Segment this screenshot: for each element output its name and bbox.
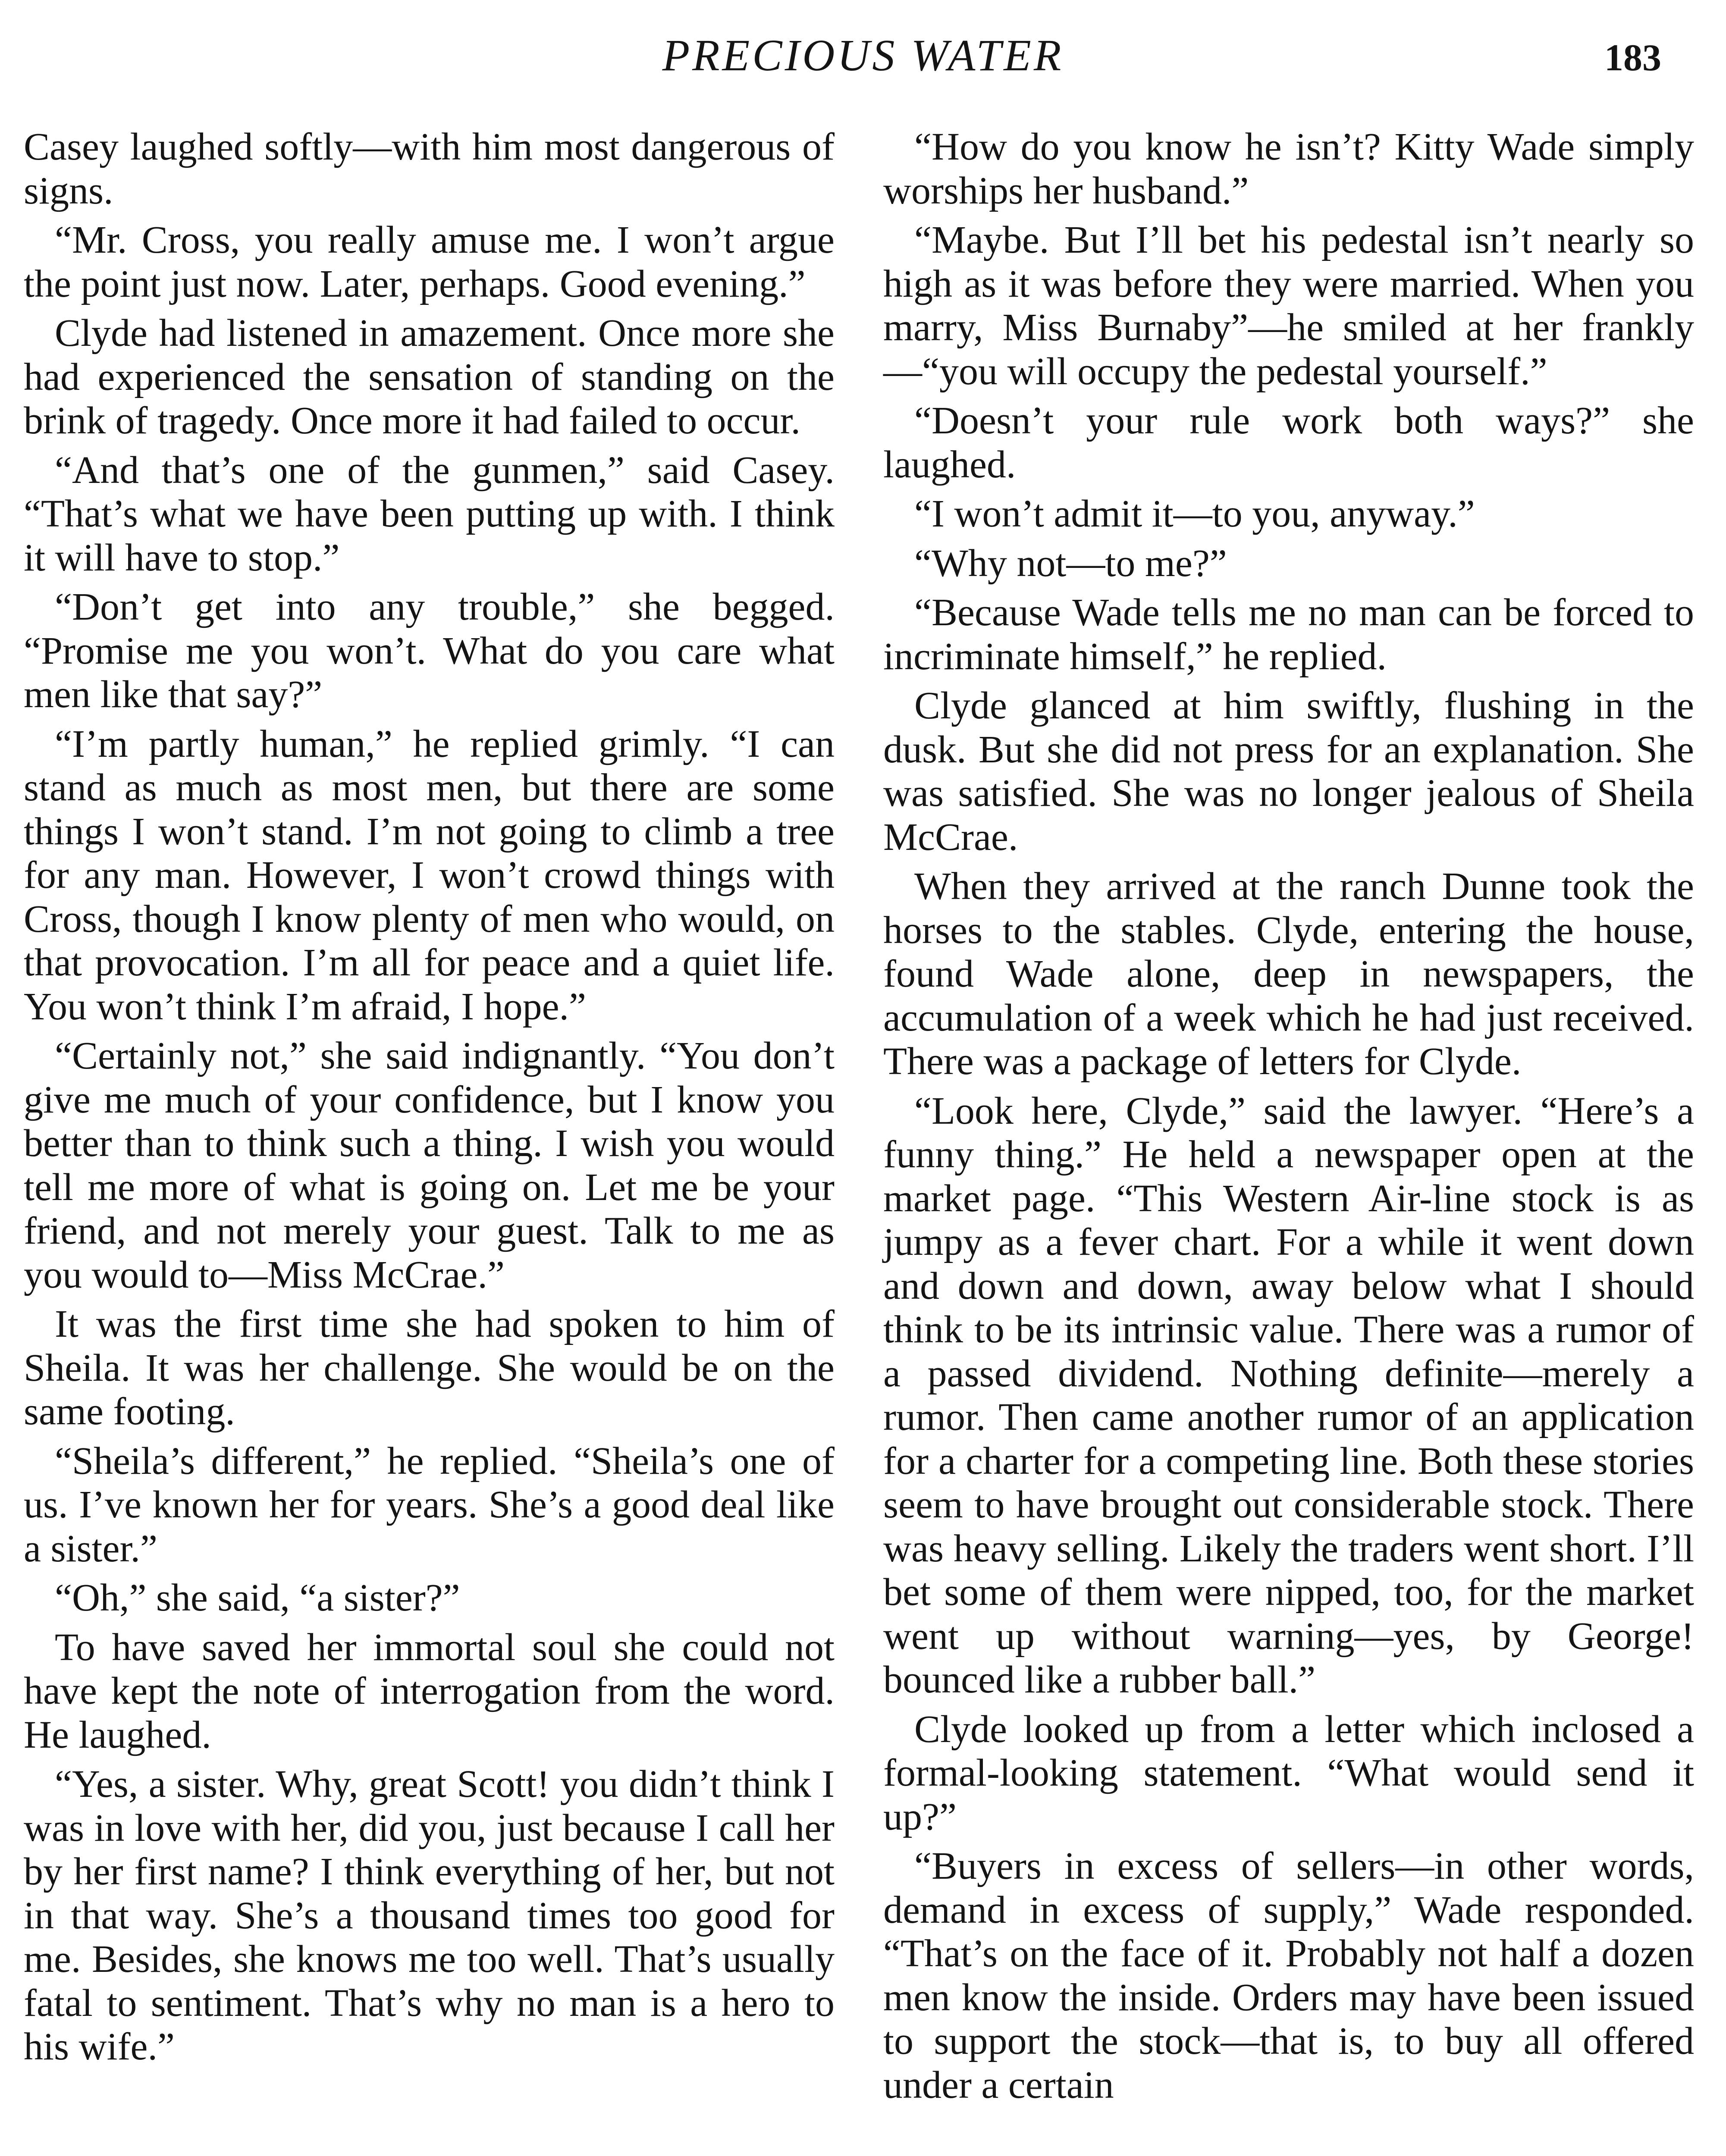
running-title: PRECIOUS WATER (662, 31, 1064, 80)
paragraph: “Mr. Cross, you really amuse me. I won’t argue the point just now. Later, perhaps. Good evening.” (24, 219, 835, 305)
page-number: 183 (1604, 37, 1661, 79)
paragraph: “I’m partly human,” he replied grimly. “I can stand as much as most men, but there are some things I won’t stand. I’m not going to climb a tree for any man. However, I won’t crowd things with Cross, though I know plenty of men who would, on that provocation. I’m all for peace and a quiet life. You won’t think I’m afraid, I hope.” (24, 722, 835, 1028)
paragraph: “Yes, a sister. Why, great Scott! you didn’t think I was in love with her, did you, just because I call her by her first name? I think everything of her, but not in that way. She’s a thousand times too good for me. Besides, she knows me too well. That’s usually fatal to sentiment. That’s why no man is a hero to his wife.” (24, 1763, 835, 2068)
paragraph: “Why not—to me?” (914, 542, 1227, 585)
paragraph: To have saved her immortal soul she could not have kept the note of interrogation from the word. He laughed. (24, 1626, 835, 1756)
paragraph: Clyde glanced at him swiftly, flushing in the dusk. But she did not press for an explanation. She was satisfied. She was no longer jealous of Sheila McCrae. (883, 684, 1694, 859)
paragraph: “Oh,” she said, “a sister?” (55, 1576, 460, 1619)
running-head (0, 28, 1726, 92)
paragraph: “Sheila’s different,” he replied. “Sheila’s one of us. I’ve known her for years. She’s a good deal like a sister.” (24, 1439, 835, 1570)
paragraph: “Because Wade tells me no man can be forced to incriminate himself,” he replied. (883, 591, 1694, 678)
paragraph: “Certainly not,” she said indignantly. “You don’t give me much of your confidence, but I know you better than to think such a thing. I wish you would tell me more of what is going on. Let me be your friend, and not merely your guest. Talk to me as you would to—Miss McCrae.” (24, 1034, 835, 1296)
paragraph: “Buyers in excess of sellers—in other words, demand in excess of supply,” Wade responded. “That’s on the face of it. Probably not half a dozen men know the inside. Orders may have been issued to support the stock—that is, to buy all offered under a certain (883, 1845, 1694, 2106)
paragraph: “Look here, Clyde,” said the lawyer. “Here’s a funny thing.” He held a newspaper open at the market page. “This Western Air-line stock is as jumpy as a fever chart. For a while it went down and down and down, away below what I should think to be its intrinsic value. There was a rumor of a passed dividend. Nothing definite—merely a rumor. Then came another rumor of an application for a charter for a competing line. Both these stories seem to have brought out considerable stock. There was heavy selling. Likely the traders went short. I’ll bet some of them were nipped, too, for the market went up without warning—yes, by George! bounced like a rubber ball.” (883, 1089, 1694, 1701)
left-column (24, 125, 835, 2075)
paragraph: It was the first time she had spoken to him of Sheila. It was her challenge. She would be on the same footing. (24, 1303, 835, 1433)
paragraph: “Doesn’t your rule work both ways?” she laughed. (883, 399, 1694, 486)
paragraph: Clyde had listened in amazement. Once more she had experienced the sensation of standing on the brink of tragedy. Once more it had failed to occur. (24, 312, 835, 442)
paragraph: “How do you know he isn’t? Kitty Wade simply worships her husband.” (883, 125, 1694, 212)
paragraph: When they arrived at the ranch Dunne took the horses to the stables. Clyde, entering the house, found Wade alone, deep in newspapers, the accumulation of a week which he had just received. There was a package of letters for Clyde. (883, 865, 1694, 1083)
paragraph: “I won’t admit it—to you, anyway.” (914, 492, 1475, 535)
paragraph: “Maybe. But I’ll bet his pedestal isn’t nearly so high as it was before they were married. When you marry, Miss Burnaby”—he smiled at her frankly—“you will occupy the pedestal yourself.” (883, 219, 1694, 393)
paragraph: “Don’t get into any trouble,” she begged. “Promise me you won’t. What do you care what men like that say?” (24, 586, 835, 716)
paragraph: Casey laughed softly—with him most dangerous of signs. (24, 125, 835, 212)
right-column (883, 125, 1694, 2112)
paragraph: “And that’s one of the gunmen,” said Casey. “That’s what we have been putting up with. I think it will have to stop.” (24, 448, 835, 579)
paragraph: Clyde looked up from a letter which inclosed a formal-looking statement. “What would send it up?” (883, 1708, 1694, 1838)
